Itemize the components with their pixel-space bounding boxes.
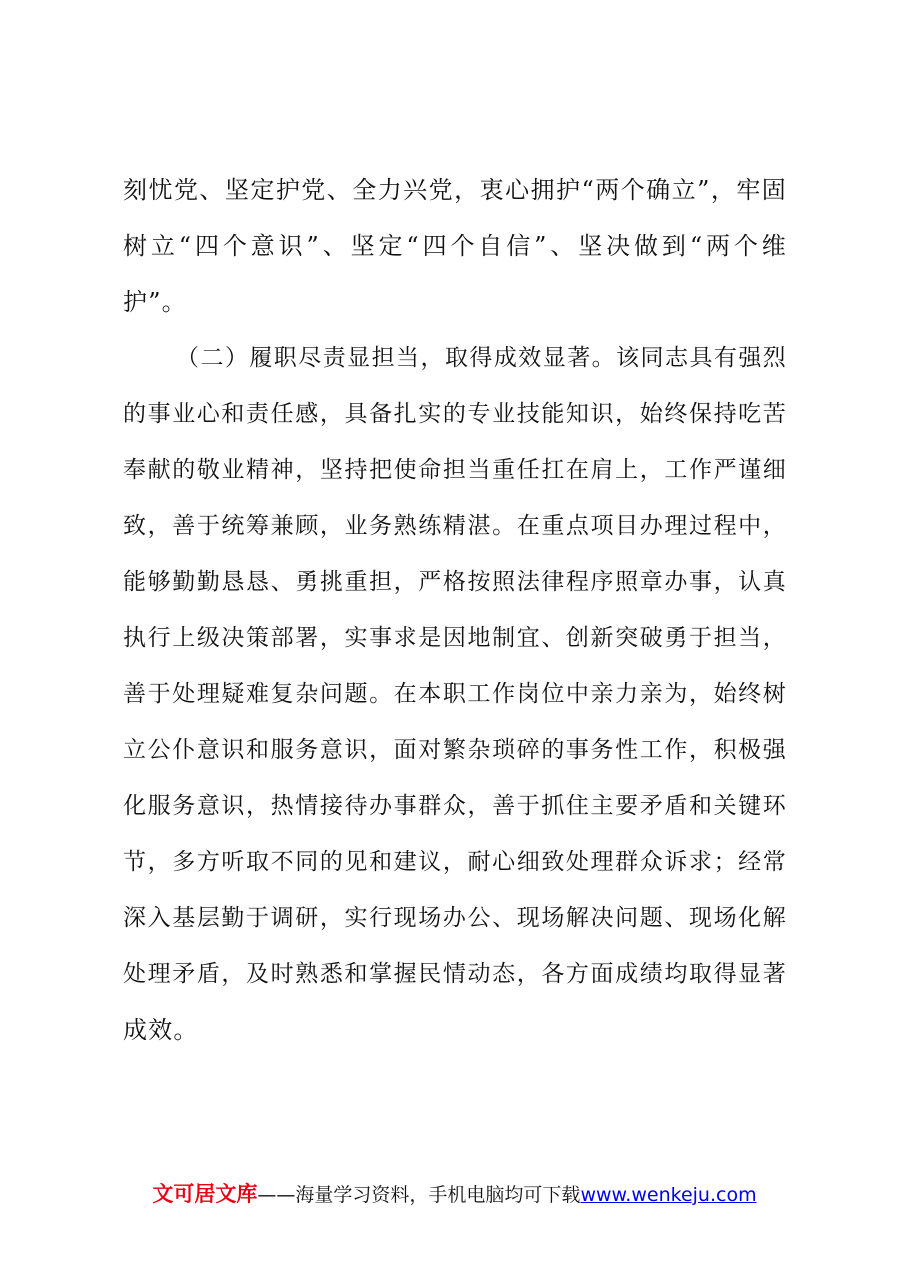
footer-banner xyxy=(0,1178,909,1208)
text-line-7: 致，善于统筹兼顾，业务熟练精湛。在重点项目办理过程中， xyxy=(123,513,787,539)
text-line-9: 执行上级决策部署，实事求是因地制宜、创新突破勇于担当， xyxy=(123,625,787,651)
text-line-16: 成效。 xyxy=(123,1016,199,1044)
text-line-11: 立公仆意识和服务意识，面对繁杂琐碎的事务性工作，积极强 xyxy=(123,737,787,763)
brand-name: 文可居文库 xyxy=(152,1182,258,1206)
text-line-6: 奉献的敬业精神，坚持把使命担当重任扛在肩上，工作严谨细 xyxy=(123,457,787,483)
text-line-8: 能够勤勤恳恳、勇挑重担，严格按照法律程序照章办事，认真 xyxy=(123,569,787,595)
text-line-13: 节，多方听取不同的见和建议，耐心细致处理群众诉求；经常 xyxy=(123,849,787,875)
text-line-10: 善于处理疑难复杂问题。在本职工作岗位中亲力亲为，始终树 xyxy=(123,681,787,707)
footer-slogan: ——海量学习资料，手机电脑均可下载 xyxy=(257,1184,581,1206)
text-line-1: 刻忧党、坚定护党、全力兴党，衷心拥护“两个确立”，牢固 xyxy=(123,176,787,204)
text-line-14: 深入基层勤于调研，实行现场办公、现场解决问题、现场化解 xyxy=(123,905,787,931)
text-line-4: （二）履职尽责显担当，取得成效显著。该同志具有强烈 xyxy=(176,345,787,371)
text-line-5: 的事业心和责任感，具备扎实的专业技能知识，始终保持吃苦 xyxy=(123,401,787,427)
text-line-3: 护”。 xyxy=(123,288,187,316)
text-line-15: 处理矛盾，及时熟悉和掌握民情动态，各方面成绩均取得显著 xyxy=(123,961,787,987)
text-line-12: 化服务意识，热情接待办事群众，善于抓住主要矛盾和关键环 xyxy=(123,793,787,819)
text-line-2: 树立“四个意识”、坚定“四个自信”、坚决做到“两个维 xyxy=(123,232,787,260)
website-link[interactable]: www.wenkeju.com xyxy=(580,1184,757,1206)
document-body xyxy=(123,162,787,1058)
